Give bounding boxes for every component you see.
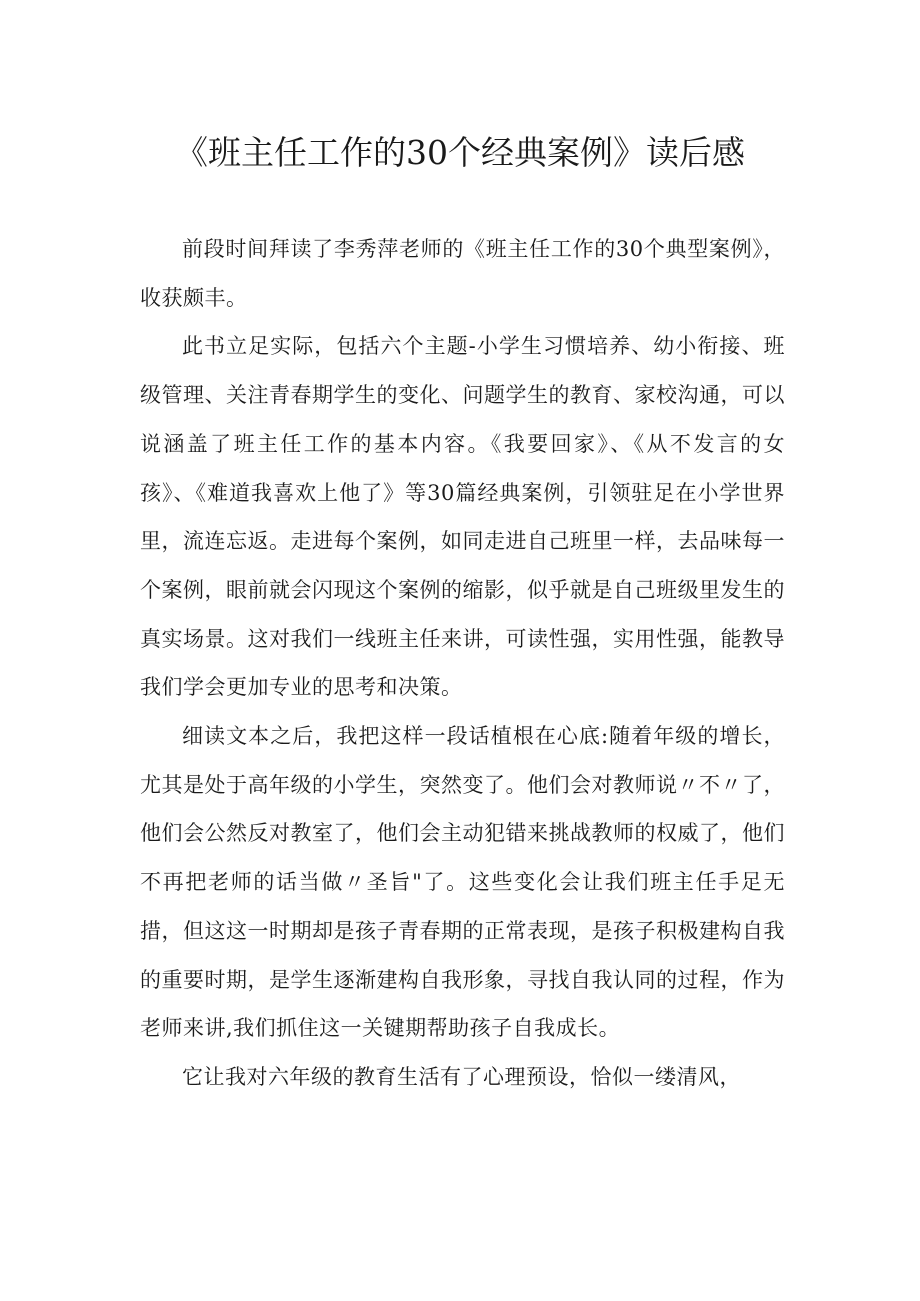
document-title: 《班主任工作的30个经典案例》读后感 [175, 133, 745, 172]
paragraph-4: 它让我对六年级的教育生活有了心理预设，恰似一缕清风， [182, 1064, 741, 1089]
paragraph-3: 细读文本之后，我把这样一段话植根在心底:随着年级的增长，尤其是处于高年级的小学生，突然变了。他们会对教师说〃不〃了，他们会公然反对教室了，他们会主动犯错来挑战教师的权威了，他们不再把老师的话当做〃圣旨"了。这些变化会让我们班主任手足无措，但这这一时期却是孩子青春期的正常表现，是孩子积极建构自我的重要时期，是学生逐渐建构自我形象，寻找自我认同的过程，作为老师来讲,我们抓住这一关键期帮助孩子自我成长。 [140, 724, 785, 1041]
paragraph-2: 此书立足实际，包括六个主题-小学生习惯培养、幼小衔接、班级管理、关注青春期学生的变化、问题学生的教育、家校沟通，可以说涵盖了班主任工作的基本内容。《我要回家》、《从不发言的女孩》、《难道我喜欢上他了》等30篇经典案例，引领驻足在小学世界里，流连忘返。走进每个案例，如同走进自己班里一样，去品味每一个案例，眼前就会闪现这个案例的缩影，似乎就是自己班级里发生的真实场景。这对我们一线班主任来讲，可读性强，实用性强，能教导我们学会更加专业的思考和决策。 [140, 334, 785, 700]
document-body [140, 225, 785, 1102]
paragraph-1: 前段时间拜读了李秀萍老师的《班主任工作的30个典型案例》，收获颇丰。 [140, 237, 785, 310]
